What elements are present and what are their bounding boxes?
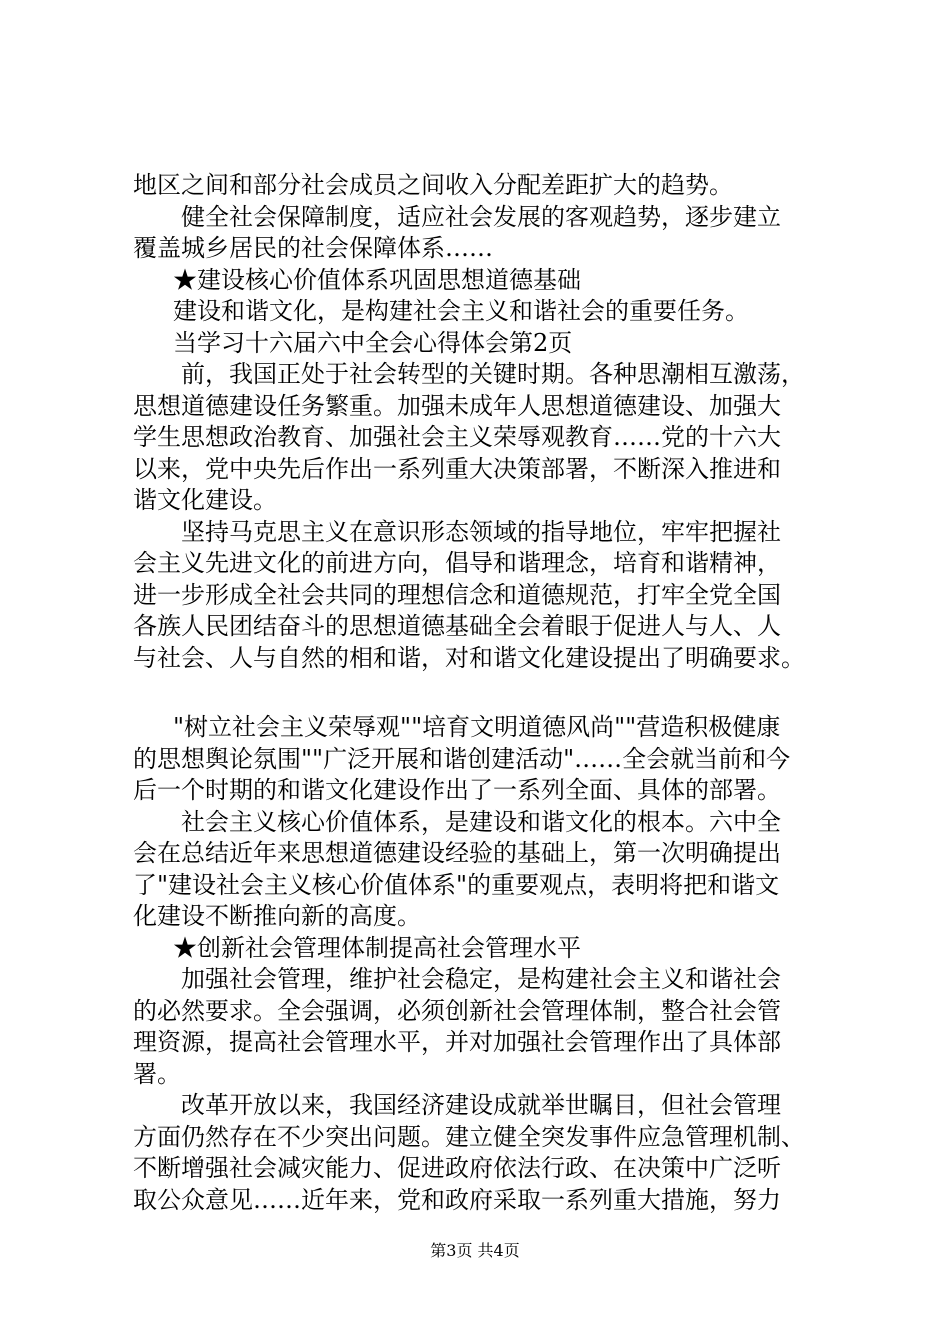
- text-line: 不断增强社会减灾能力、促进政府依法行政、在决策中广泛听: [133, 1154, 781, 1182]
- text-line: 署。: [133, 1059, 181, 1088]
- text-line: 建设和谐文化，是构建社会主义和谐社会的重要任务。: [173, 297, 749, 325]
- text-line: 地区之间和部分社会成员之间收入分配差距扩大的趋势。: [133, 171, 733, 199]
- text-line: 取公众意见……近年来，党和政府采取一系列重大措施，努力: [133, 1185, 781, 1214]
- text-line: 社会主义核心价值体系，是建设和谐文化的根本。六中全: [181, 807, 781, 836]
- text-line: 理资源，提高社会管理水平，并对加强社会管理作出了具体部: [133, 1028, 781, 1056]
- text-line: 的必然要求。全会强调，必须创新社会管理体制，整合社会管: [133, 996, 781, 1025]
- text-line: 学生思想政治教育、加强社会主义荣辱观教育……党的十六大: [133, 423, 781, 451]
- text-line: 与社会、人与自然的相和谐，对和谐文化建设提出了明确要求。: [133, 643, 805, 672]
- text-line: 改革开放以来，我国经济建设成就举世瞩目，但社会管理: [181, 1091, 781, 1119]
- text-line: 前，我国正处于社会转型的关键时期。各种思潮相互激荡，: [181, 360, 805, 388]
- text-line: 加强社会管理，维护社会稳定，是构建社会主义和谐社会: [181, 965, 781, 993]
- text-line: 后一个时期的和谐文化建设作出了一系列全面、具体的部署。: [133, 776, 781, 804]
- text-line: 的思想舆论氛围""广泛开展和谐创建活动"……全会就当前和今: [133, 744, 791, 773]
- text-line: 覆盖城乡居民的社会保障体系……: [133, 234, 493, 262]
- text-line: 化建设不断推向新的高度。: [133, 902, 421, 930]
- page-footer: [0, 1241, 950, 1261]
- page-header-text: 当学习十六届六中全会心得体会第2页: [173, 328, 573, 357]
- text-line: 思想道德建设任务繁重。加强未成年人思想道德建设、加强大: [133, 391, 781, 420]
- text-line: 以来，党中央先后作出一系列重大决策部署，不断深入推进和: [133, 454, 781, 483]
- text-line: 各族人民团结奋斗的思想道德基础全会着眼于促进人与人、人: [133, 612, 781, 640]
- text-line: 进一步形成全社会共同的理想信念和道德规范，打牢全党全国: [133, 580, 781, 609]
- text-line: 了"建设社会主义核心价值体系"的重要观点，表明将把和谐文: [133, 870, 780, 899]
- text-line: "树立社会主义荣辱观""培育文明道德风尚""营造积极健康: [173, 713, 781, 741]
- paragraph-spacer: [133, 674, 833, 712]
- body-text: [133, 170, 833, 1216]
- text-line: 谐文化建设。: [133, 486, 277, 514]
- text-line: 坚持马克思主义在意识形态领域的指导地位，牢牢把握社: [181, 517, 781, 546]
- text-line: 会在总结近年来思想道德建设经验的基础上，第一次明确提出: [133, 839, 781, 867]
- page-number-label: 第3页 共4页: [430, 1241, 520, 1260]
- text-line: 会主义先进文化的前进方向，倡导和谐理念，培育和谐精神，: [133, 549, 781, 577]
- text-line: 健全社会保障制度，适应社会发展的客观趋势，逐步建立: [181, 202, 781, 231]
- section-heading: ★建设核心价值体系巩固思想道德基础: [173, 265, 581, 294]
- text-line: 方面仍然存在不少突出问题。建立健全突发事件应急管理机制、: [133, 1122, 805, 1151]
- section-heading: ★创新社会管理体制提高社会管理水平: [173, 933, 581, 962]
